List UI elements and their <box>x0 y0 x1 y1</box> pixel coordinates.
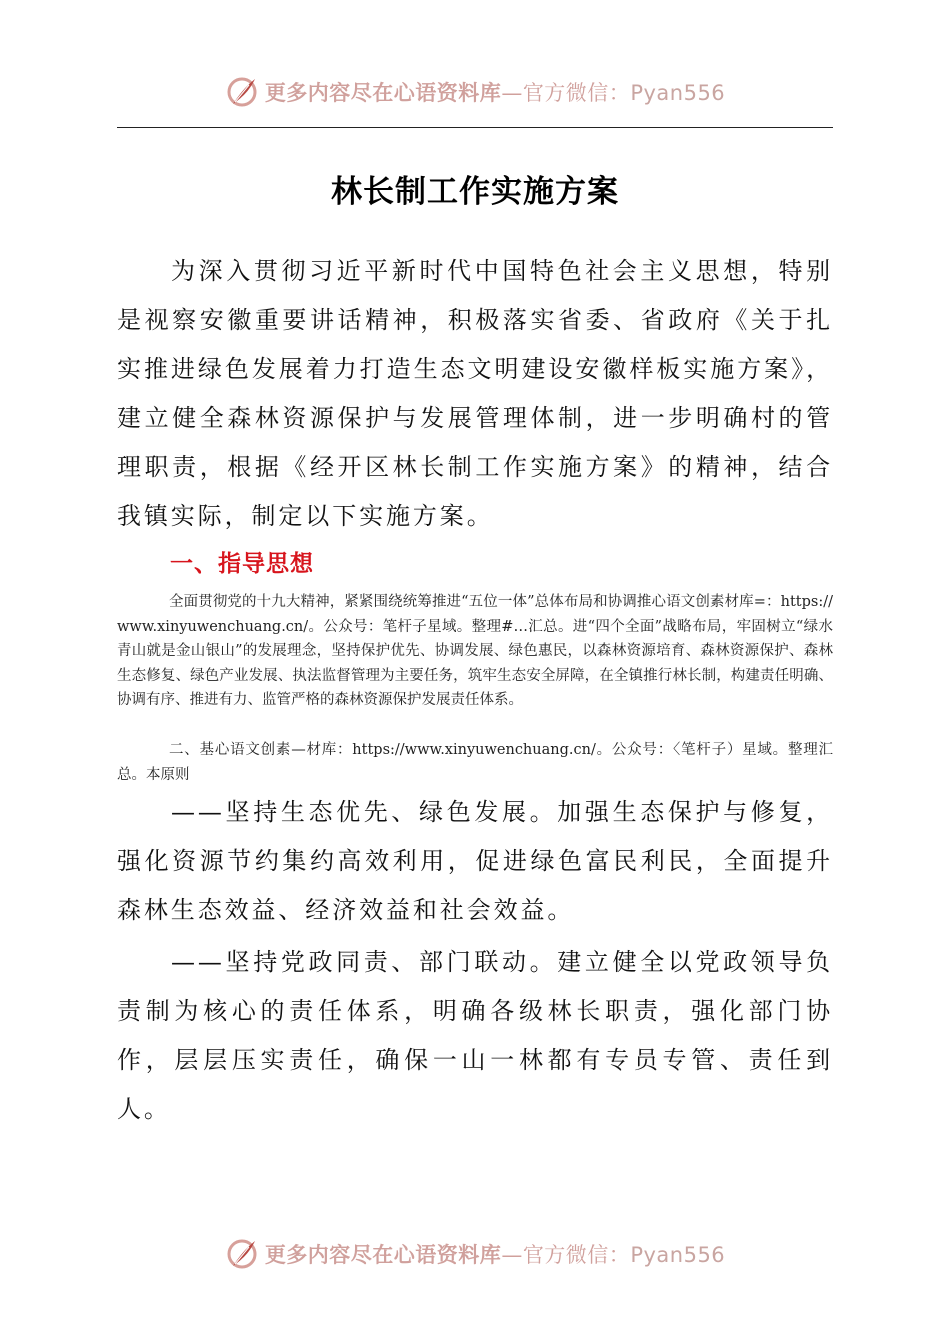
banner-main: 更多内容尽在心语资料库 <box>264 81 502 105</box>
header-banner <box>0 72 950 112</box>
section1-body: 全面贯彻党的十九大精神，紧紧围绕统筹推进“五位一体”总体布局和协调推心语文创素材库=：https://www.xinyuwenchuang.cn/。公众号：笔杆子星域。整理#…汇总。进“四个全面”战略布局，牢固树立“绿水青山就是金山银山”的发展理念，坚持保护优先、协调发展、绿色惠民，以森林资源培育、森林资源保护、森林生态修复、绿色产业发展、执法监督管理为主要任务，筑牢生态安全屏障，在全镇推行林长制，构建责任明确、协调有序、推进有力、监管严格的森林资源保护发展责任体系。 <box>117 594 833 708</box>
banner-text <box>265 77 725 107</box>
intro-paragraph: 为深入贯彻习近平新时代中国特色社会主义思想，特别是视察安徽重要讲话精神，积极落实省委、省政府《关于扎实推进绿色发展着力打造生态文明建设安徽样板实施方案》，建立健全森林资源保护与发展管理体制，进一步明确村的管理职责，根据《经开区林长制工作实施方案》的精神，结合我镇实际，制定以下实施方案。 <box>117 257 833 530</box>
feather-logo-icon <box>225 75 259 109</box>
banner-dash: — <box>501 1243 523 1267</box>
document-title: 林长制工作实施方案 <box>331 174 619 210</box>
feather-logo-icon <box>225 1237 259 1271</box>
principle-item: ——坚持生态优先、绿色发展。加强生态保护与修复，强化资源节约集约高效利用，促进绿色富民利民，全面提升森林生态效益、经济效益和社会效益。 <box>117 798 833 924</box>
banner-contact-id: Pyan556 <box>630 81 726 105</box>
principle-item: ——坚持党政同责、部门联动。建立健全以党政领导负责制为核心的责任体系，明确各级林长职责，强化部门协作，层层压实责任，确保一山一林都有专员专管、责任到人。 <box>117 948 833 1123</box>
banner-contact-label: 官方微信： <box>522 1243 631 1267</box>
banner-contact-label: 官方微信： <box>522 81 631 105</box>
banner-text <box>265 1239 725 1269</box>
banner-contact-id: Pyan556 <box>630 1243 726 1267</box>
header-divider <box>117 127 833 128</box>
section-heading-guiding-thought: 一、指导思想 <box>170 551 314 577</box>
section2-body: 二、基心语文创素—材库：https://www.xinyuwenchuang.cn/。公众号：〈笔杆子）星域。整理汇总。本原则 <box>117 742 833 783</box>
banner-dash: — <box>501 81 523 105</box>
banner-main: 更多内容尽在心语资料库 <box>264 1243 502 1267</box>
footer-banner <box>0 1234 950 1274</box>
